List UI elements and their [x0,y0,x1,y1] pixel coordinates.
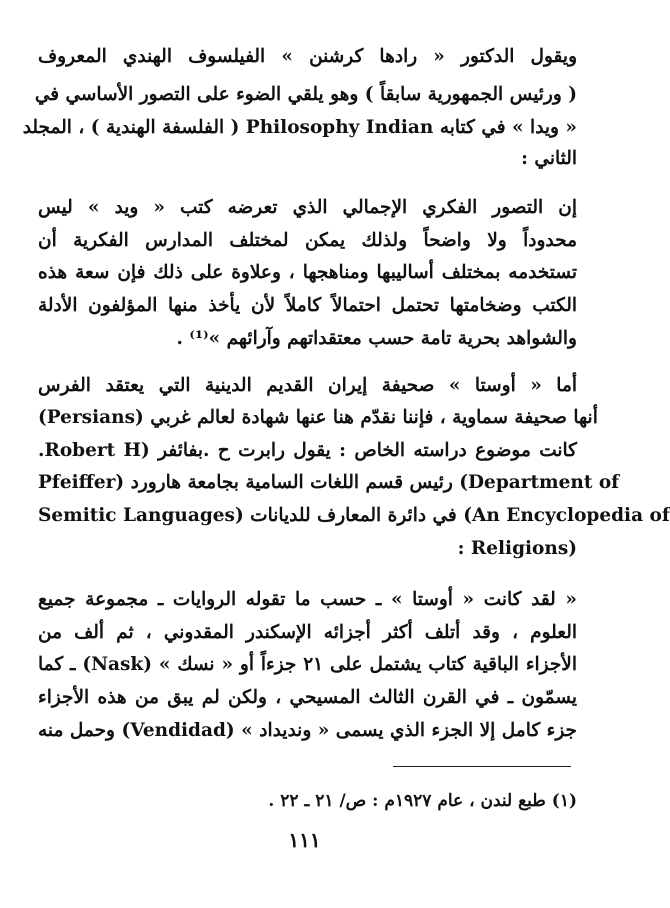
text-line: الأجزاء الباقية كتاب يشتمل على ٢١ جزءاً أو « نسك » (Nask) ـ كما [38,654,577,675]
footnote: (١) طبع لندن ، عام ١٩٢٧م : ص/ ٢١ ـ ٢٢ . [268,791,577,811]
text-line: Semitic Languages) في دائرة المعارف للديانات (An Encyclopedia of [38,505,670,526]
text-line: ويقول الدكتور « رادها كرشنن » الفيلسوف الهندي المعروف [38,46,577,67]
text-line: « ويدا » في كتابه Philosophy Indian ( الفلسفة الهندية ) ، المجلد [22,117,577,138]
text-line: أما « أوستا » صحيفة إيران القديم الدينية التي يعتقد الفرس [38,375,577,396]
text-line: Pfeiffer) رئيس قسم اللغات السامية بجامعة هارورد (Department of [38,472,620,493]
text-line: إن التصور الفكري الإجمالي الذي تعرضه كتب « ويد » ليس [38,197,577,218]
text-line: العلوم ، وقد أتلف أكثر أجزائه الإسكندر المقدوني ، ثم ألف من [38,622,577,643]
text-line: « لقد كانت « أوستا » ـ حسب ما تقوله الروايات ـ مجموعة جميع [38,589,577,610]
text-line: تستخدمه بمختلف أساليبها ومناهجها ، وعلاوة على ذلك فإن سعة هذه [38,262,577,283]
text-line: الكتب وضخامتها تحتمل احتمالاً كاملاً لأن يأخذ منها المؤلفون الأدلة [38,295,577,316]
page-number: ١١١ [288,828,321,852]
text-line: جزء كامل إلا الجزء الذي يسمى « ونديداد » (Vendidad) وحمل منه [38,720,577,741]
text-line: محدوداً ولا واضحاً ولذلك يمكن لمختلف المدارس الفكرية أن [38,230,577,251]
footnote-divider [393,766,571,767]
text-line: ( ورئيس الجمهورية سابقاً ) وهو يلقي الضوء على التصور الأساسي في [34,84,577,105]
text-line: والشواهد بحرية تامة حسب معتقداتهم وآرائهم »⁽¹⁾ . [176,328,577,349]
text-line: : Religions) [457,538,577,559]
text-line: يسمّون ـ في القرن الثالث المسيحي ، ولكن لم يبق من هذه الأجزاء [38,687,577,708]
text-line: الثاني : [521,148,577,169]
text-line: (Persians) أنها صحيفة سماوية ، فإننا نقدّم هنا عنها شهادة لعالم غربي [38,407,598,428]
text-line: كانت موضوع دراسته الخاص : يقول رابرت ح .بفائفر (Robert H. [38,440,577,461]
